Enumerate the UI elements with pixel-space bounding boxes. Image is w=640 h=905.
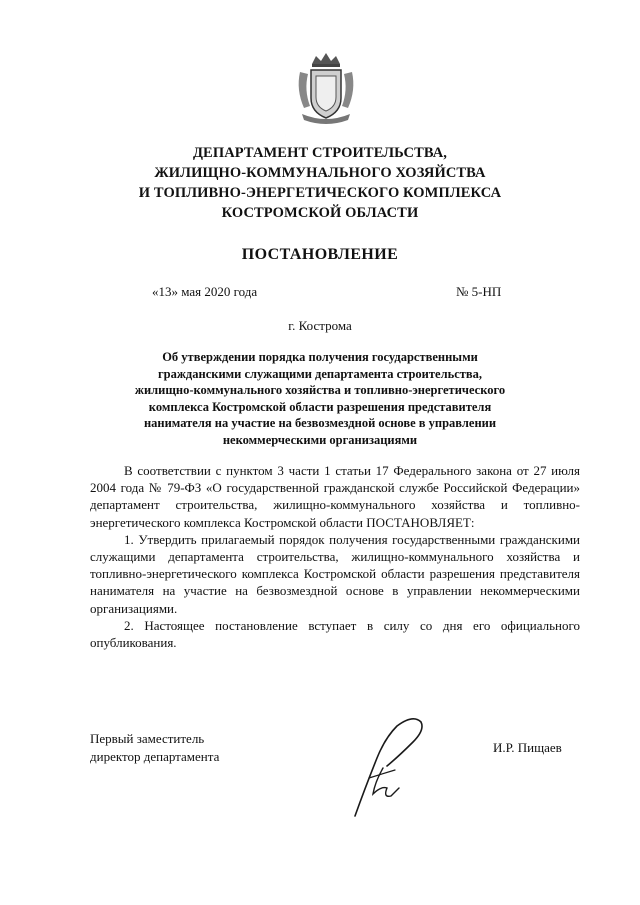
document-body: [90, 462, 580, 651]
document-subject: [100, 349, 540, 448]
body-paragraph: 2. Настоящее постановление вступает в силу со дня его официального опубликования.: [90, 617, 580, 651]
document-date: «13» мая 2020 года: [152, 284, 258, 299]
org-line: ДЕПАРТАМЕНТ СТРОИТЕЛЬСТВА,: [192, 145, 448, 161]
handwritten-signature-icon: [325, 708, 435, 828]
signatory-role-line: Первый заместитель: [90, 731, 205, 746]
document-number: № 5-НП: [456, 284, 502, 299]
document-type: ПОСТАНОВЛЕНИЕ: [241, 246, 399, 263]
subject-line: гражданскими служащими департамента строительства,: [157, 366, 483, 381]
signatory-role: [90, 730, 219, 766]
org-line: КОСТРОМСКОЙ ОБЛАСТИ: [221, 205, 419, 221]
subject-line: некоммерческими организациями: [222, 432, 418, 447]
subject-line: жилищно-коммунального хозяйства и топливно-энергетического: [134, 383, 506, 397]
body-paragraph: В соответствии с пунктом 3 части 1 статьи 17 Федерального закона от 27 июля 2004 года № 79-ФЗ «О государственной гражданской службе Российской Федерации» департамент строительства, жилищно-коммунального хозяйства и топливно-энергетического комплекса Костромской области ПОСТАНОВЛЯЕТ:: [90, 463, 580, 530]
subject-line: Об утверждении порядка получения государственными: [162, 350, 478, 364]
signatory-role-line: директор департамента: [90, 749, 220, 764]
document-city: г. Кострома: [288, 318, 352, 333]
subject-line: нанимателя на участие на безвозмездной основе в управлении: [143, 416, 497, 430]
body-paragraph: 1. Утвердить прилагаемый порядок получения государственными гражданскими служащими департамента строительства, жилищно-коммунального хозяйства и топливно-энергетического комплекса Костромской области разрешения представителя нанимателя на участие на безвозмездной основе в управлении некоммерческими организациями.: [90, 531, 580, 616]
organization-title: [80, 143, 560, 223]
coat-of-arms-icon: [294, 50, 358, 124]
signatory-name: И.Р. Пищаев: [493, 740, 562, 755]
org-line: И ТОПЛИВНО-ЭНЕРГЕТИЧЕСКОГО КОМПЛЕКСА: [138, 185, 502, 201]
subject-line: комплекса Костромской области разрешения представителя: [148, 399, 492, 414]
org-line: ЖИЛИЩНО-КОММУНАЛЬНОГО ХОЗЯЙСТВА: [154, 165, 486, 181]
